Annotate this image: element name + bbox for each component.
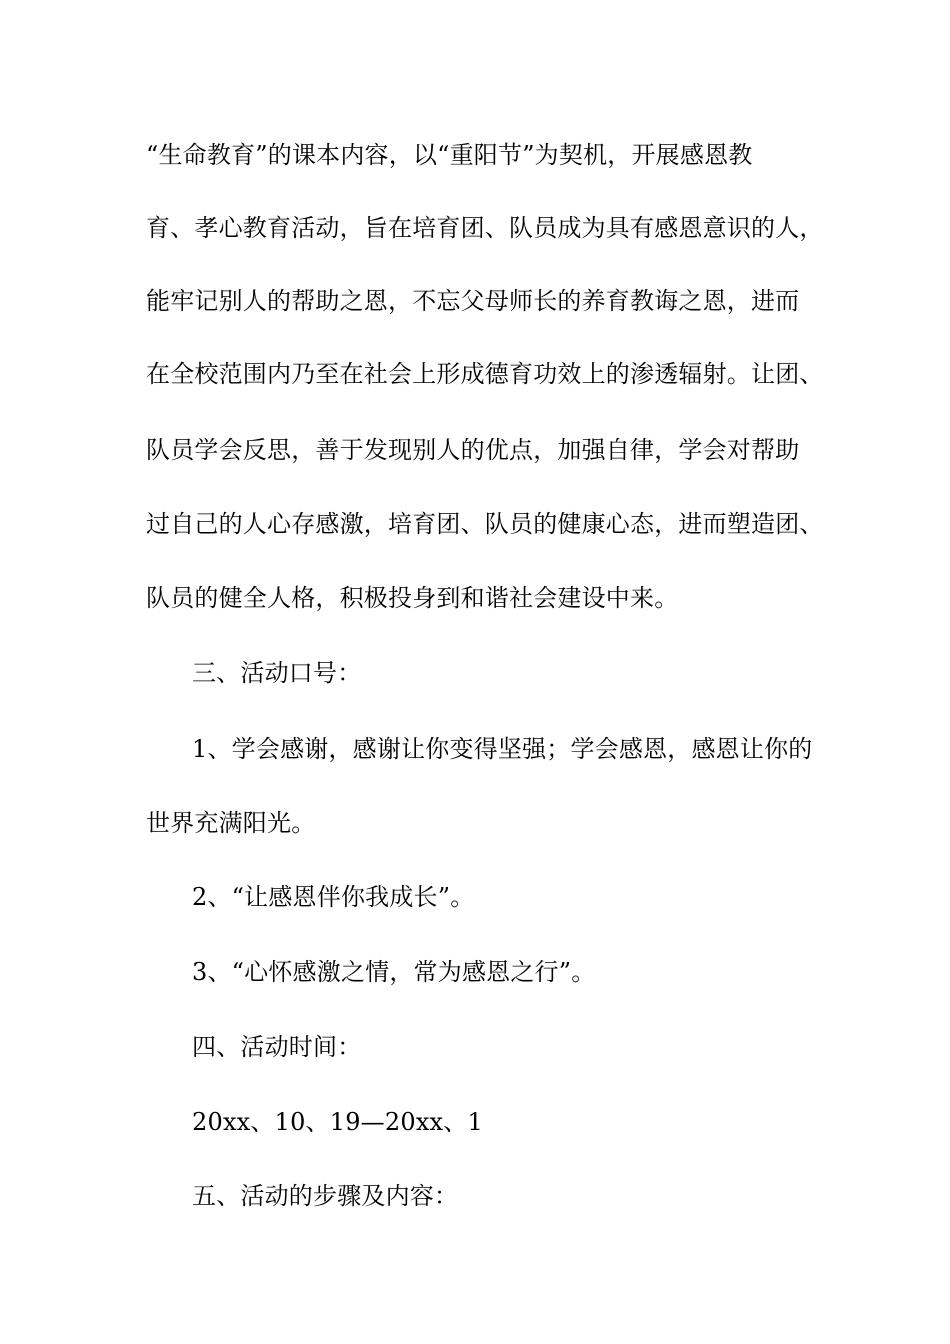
slogan-item-3: 3、“心怀感激之情，常为感恩之行”。 xyxy=(192,958,596,986)
slogan-item-2: 2、“让感恩伴你我成长”。 xyxy=(192,883,475,911)
paragraph-line-2: 育、孝心教育活动，旨在培育团、队员成为具有感恩意识的人， xyxy=(146,214,824,242)
paragraph-line-3: 能牢记别人的帮助之恩，不忘父母师长的养育教诲之恩，进而 xyxy=(146,287,800,315)
paragraph-line-7: 队员的健全人格，积极投身到和谐社会建设中来。 xyxy=(146,584,679,612)
paragraph-line-6: 过自己的人心存感激，培育团、队员的健康心态，进而塑造团、 xyxy=(146,510,824,538)
paragraph-line-4: 在全校范围内乃至在社会上形成德育功效上的渗透辐射。让团、 xyxy=(146,360,824,388)
paragraph-line-1: “生命教育”的课本内容，以“重阳节”为契机，开展感恩教 xyxy=(146,141,753,169)
section-heading-slogan: 三、活动口号： xyxy=(192,659,362,687)
activity-time: 20xx、10、19—20xx、1 xyxy=(192,1108,483,1136)
slogan-item-1-continued: 世界充满阳光。 xyxy=(146,809,316,837)
slogan-item-1: 1、学会感谢，感谢让你变得坚强；学会感恩，感恩让你的 xyxy=(192,735,813,763)
section-heading-steps: 五、活动的步骤及内容： xyxy=(192,1182,459,1210)
section-heading-time: 四、活动时间： xyxy=(192,1033,362,1061)
paragraph-line-5: 队员学会反思，善于发现别人的优点，加强自律，学会对帮助 xyxy=(146,436,800,464)
